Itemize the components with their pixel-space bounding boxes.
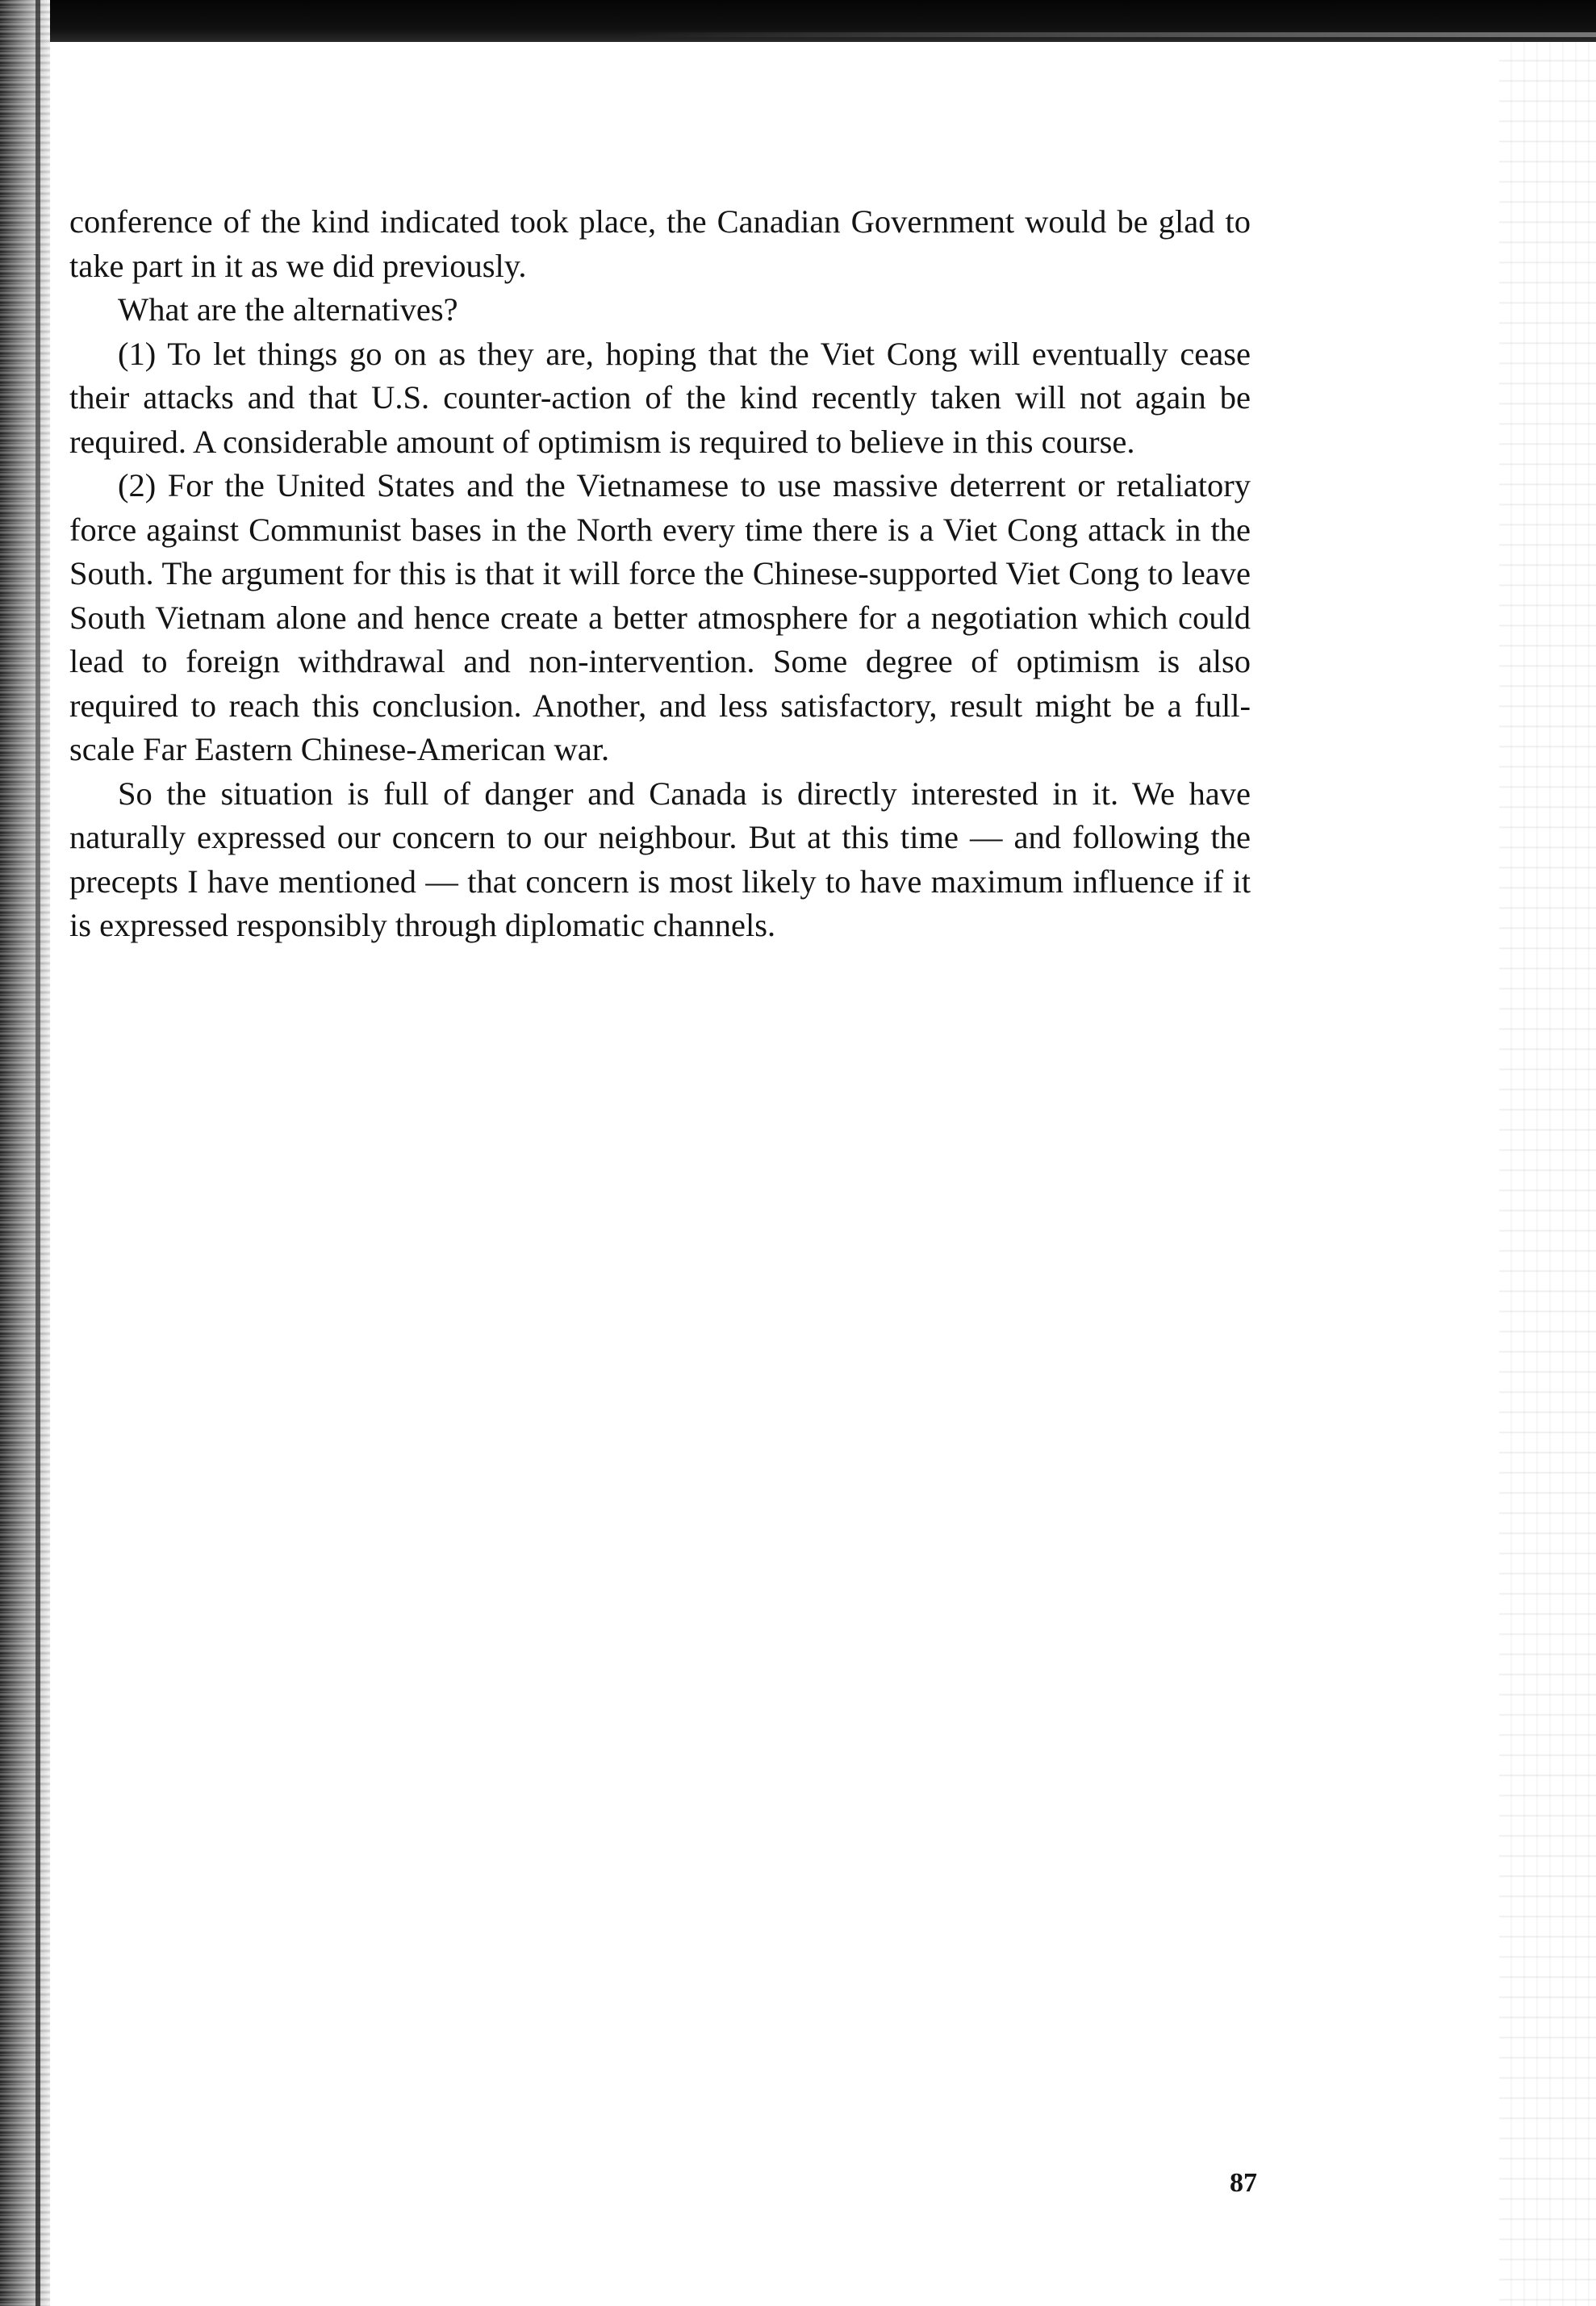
paragraph-continuation: conference of the kind indicated took place, the Canadian Government would be glad to take part in it as we did previously. [69,203,1251,284]
paragraph-conclusion: So the situation is full of danger and Canada is directly interested in it. We have naturally expressed our concern to our neighbour. But at this time — and following the precepts I have mentioned — that concern is most likely to have maximum influence if it is expressed responsibly through diplomatic channels. [69,775,1251,943]
document-body [69,200,1251,948]
scan-top-border [0,0,1596,42]
paragraph-alternative-1: (1) To let things go on as they are, hoping that the Viet Cong will eventually cease their attacks and that U.S. counter-action of the kind recently taken will not again be required. A considerable amount of optimism is required to believe in this course. [69,335,1251,460]
paragraph-alternative-2: (2) For the United States and the Vietnamese to use massive deterrent or retaliatory force against Communist bases in the North every time there is a Viet Cong attack in the South. The argument for this is that it will force the Chinese-supported Viet Cong to leave South Vietnam alone and hence create a better atmosphere for a negotiation which could lead to foreign withdrawal and non-intervention. Some degree of optimism is also required to reach this conclusion. Another, and less satisfactory, result might be a full-scale Far Eastern Chinese-American war. [69,467,1251,767]
scan-right-edge-noise [1499,42,1596,2306]
page-number: 87 [1230,2168,1257,2198]
paragraph-alternatives-question: What are the alternatives? [118,291,458,328]
scan-binding-edge [0,0,50,2306]
